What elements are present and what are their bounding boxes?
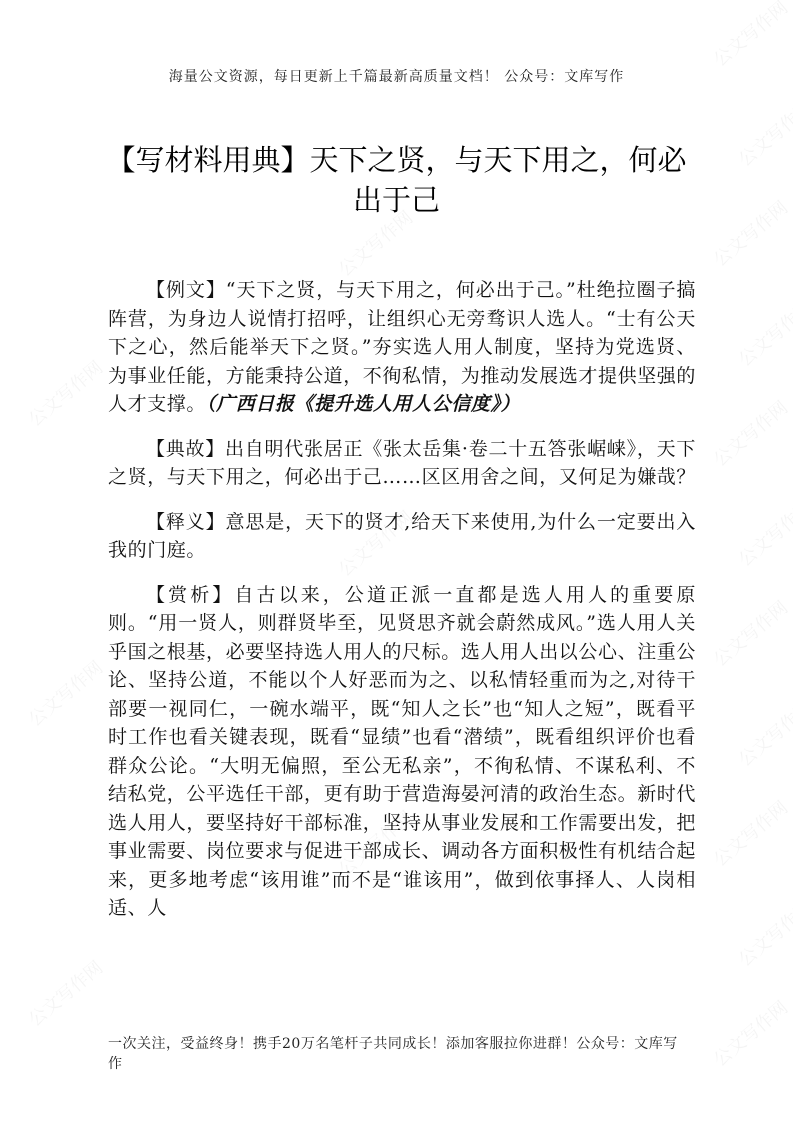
watermark-text [707,394,793,472]
section-text: “天下之贤，与天下用之，何必出于己。”杜绝拉圈子搞阵营，为身边人说情打招呼，让组织心无旁骛识人选人。“士有公天下之心，然后能举天下之贤。”夯实选人用人制度，坚持为党选贤、为事业任能，方能秉持公道，不徇私情，为推动发展选才提供坚强的人才支撑。 [108,279,697,415]
watermark-text [707,594,793,672]
section-tag: 【赏析】 [146,583,235,606]
watermark-text [707,994,793,1072]
section-text: 出自明代张居正《张太岳集·卷二十五答张崌崃》，天下之贤，与天下用之，何必出于己……区区用舍之间，又何足为嫌哉？ [108,437,697,488]
watermark-text [707,194,793,272]
document-title: 【写材料用典】天下之贤，与天下用之，何必出于己 [106,143,687,217]
paragraph-example [108,276,696,419]
watermark-text [22,354,108,432]
section-tag: 【典故】 [146,437,225,460]
watermark-text [732,694,793,772]
watermark-text [732,494,793,572]
document-body [108,276,696,939]
watermark-text [22,654,108,732]
watermark-text [732,294,793,372]
watermark-text [707,0,793,72]
watermark-text [22,954,108,1032]
watermark-text [732,94,793,172]
source-citation: （广西日报《提升选人用人公信度》） [206,393,521,415]
paragraph-analysis [108,581,696,923]
page-header-banner: 海量公文资源，每日更新上千篇最新高质量文档！ 公众号：文库写作 [168,69,625,85]
section-tag: 【释义】 [146,510,226,533]
section-tag: 【例文】 [146,279,226,301]
paragraph-allusion [108,435,696,492]
paragraph-meaning [108,508,696,565]
watermark-text [707,794,793,872]
page-footer-banner: 一次关注，受益终身！携手20万名笔杆子共同成长！添加客服拉你进群！公众号：文库写作 [108,1036,678,1072]
watermark-text [732,894,793,972]
section-text: 意思是，天下的贤才,给天下来使用,为什么一定要出入我的门庭。 [108,510,696,561]
section-text: 自古以来，公道正派一直都是选人用人的重要原则。“用一贤人，则群贤毕至，见贤思齐就会蔚然成风。”选人用人关乎国之根基，必要坚持选人用人的尺标。选人用人出以公心、注重公论、坚持公道，不能以个人好恶而为之、以私情轻重而为之,对待干部要一视同仁，一碗水端平，既“知人之长”也“知人之短”，既看平时工作也看关键表现，既看“显绩”也看“潜绩”，既看组织评价也看群众公论。“大明无偏照，至公无私亲”，不徇私情、不谋私利、不结私党，公平选任干部，更有助于营造海晏河清的政治生态。新时代选人用人，要坚持好干部标准，坚持从事业发展和工作需要出发，把事业需要、岗位要求与促进干部成长、调动各方面积极性有机结合起来，更多地考虑“该用谁”而不是“谁该用”，做到依事择人、人岗相适、人 [108,583,697,919]
